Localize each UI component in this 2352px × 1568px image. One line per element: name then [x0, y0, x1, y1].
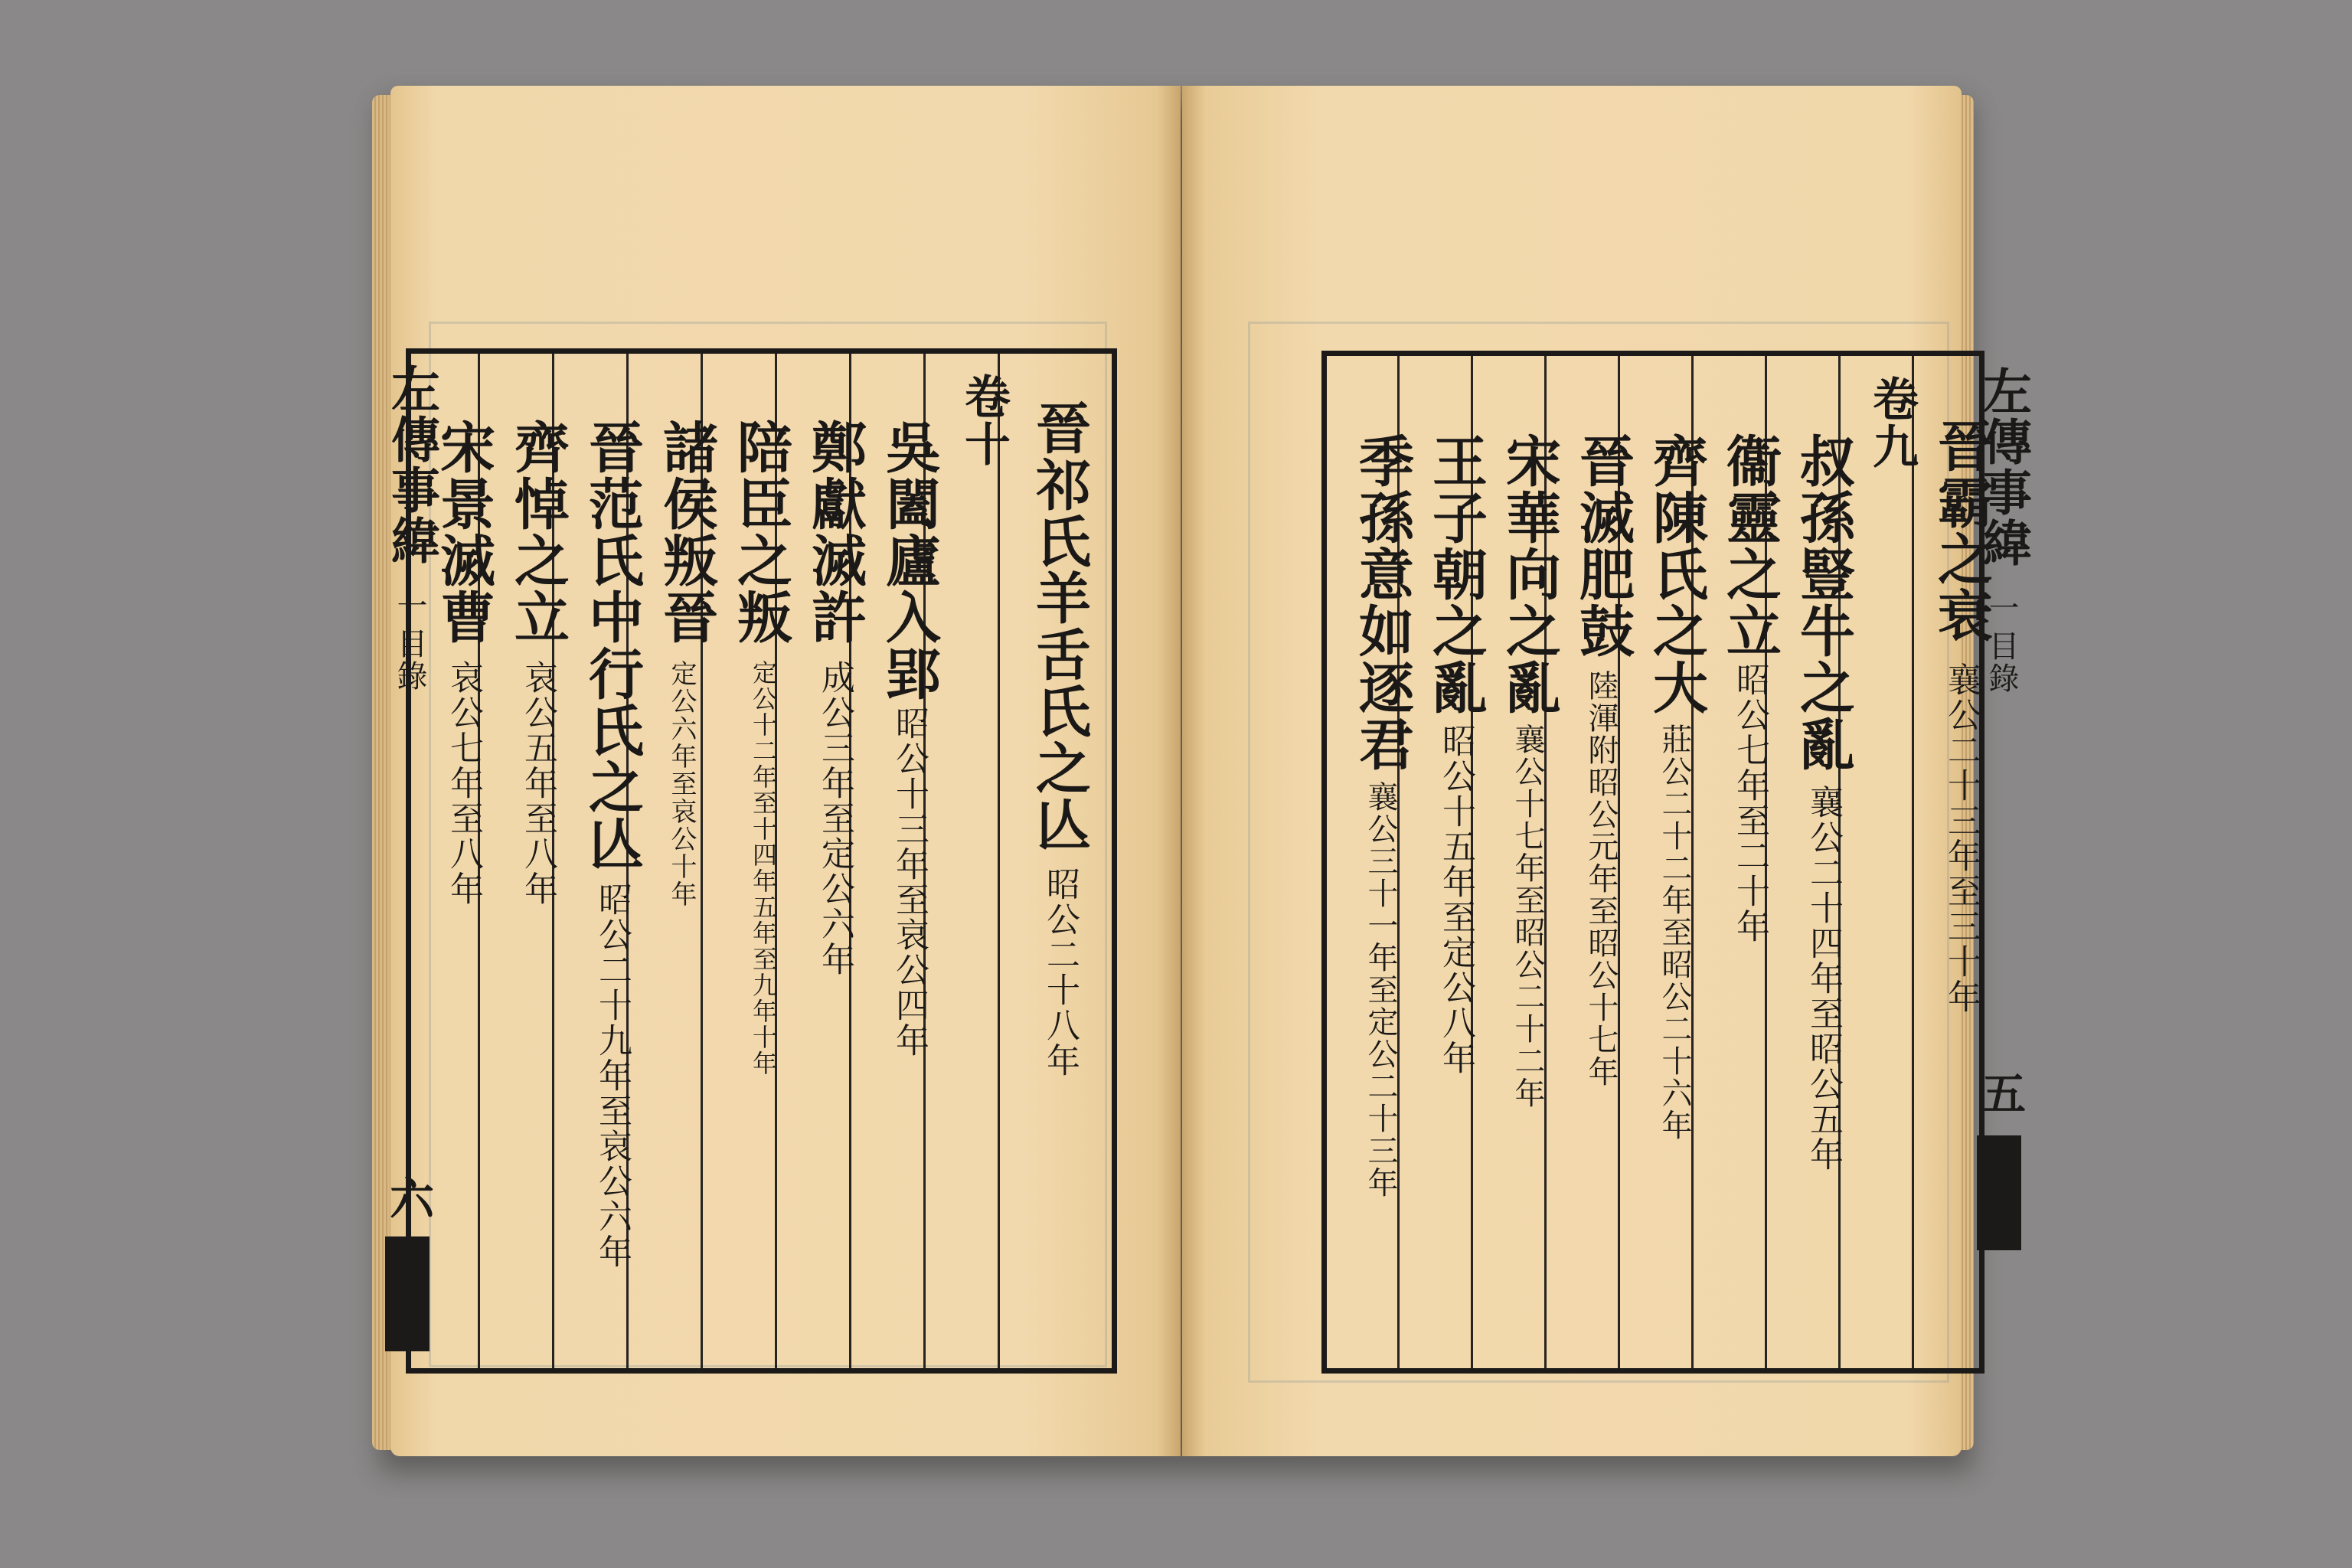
entry-note: 襄公二十四年至昭公五年 [1804, 785, 1843, 1172]
entry-title: 衞靈之立 [1717, 433, 1782, 659]
entry-title: 鄭獻滅許 [802, 419, 867, 645]
entry-note: 定公十二年至十四年五年至九年十年 [749, 660, 778, 1076]
entry-title: 宋華向之亂 [1497, 433, 1562, 716]
entry-note: 昭公七年至二十年 [1730, 662, 1769, 944]
entry-note: 昭公二十九年至哀公六年 [593, 882, 632, 1269]
entry-title: 晉范氏中行氏之亾 [580, 419, 645, 872]
column-rule [1912, 356, 1914, 1368]
heart-juan: 一 [1984, 592, 2019, 624]
entry-title: 晉祁氏羊舌氏之亾 [1027, 400, 1092, 853]
column-rule [998, 354, 1000, 1368]
fishtail-block [1977, 1135, 2021, 1250]
heart-title: 左傳事緯 [1975, 366, 2032, 568]
entry-title: 叔孫豎牛之亂 [1791, 433, 1856, 773]
entry-note: 襄公十七年至昭公二十二年 [1510, 724, 1545, 1109]
heart-title: 左傳事緯 [383, 364, 440, 566]
entry-note: 莊公二十二年至昭公二十六年 [1657, 724, 1692, 1142]
entry-note: 哀公五年至八年 [518, 660, 557, 906]
entry-note: 昭公十五年至定公八年 [1436, 724, 1475, 1076]
heart-page-number: 六 [382, 1175, 434, 1221]
heart-juan: 一 [392, 590, 427, 622]
entry-title: 吳闔廬入郢 [877, 419, 942, 702]
entry-title: 齊陳氏之大 [1644, 433, 1709, 716]
entry-title: 宋景滅曹 [431, 419, 496, 645]
heart-page-number: 五 [1974, 1070, 2026, 1116]
entry-note: 昭公十三年至哀公四年 [890, 706, 929, 1058]
entry-title: 陪臣之叛 [728, 419, 793, 645]
entry-title: 齊悼之立 [505, 419, 570, 645]
entry-title: 季孫意如逐君 [1350, 433, 1415, 773]
left-text-frame [406, 348, 1117, 1374]
entry-note: 襄公二十三年至三十年 [1942, 662, 1981, 1014]
entry-note: 陸渾附昭公元年至昭公十七年 [1583, 670, 1619, 1088]
heart-section: 目錄 [1984, 630, 2019, 694]
entry-title: 晉霸之衰 [1929, 417, 1994, 644]
juan-heading: 卷十 [957, 373, 1011, 468]
entry-note: 昭公二十八年 [1040, 867, 1080, 1078]
right-book-heart [1974, 351, 2032, 1365]
entry-title: 晉滅肥鼓 [1570, 433, 1635, 659]
entry-title: 諸侯叛晉 [654, 419, 719, 645]
juan-heading: 卷九 [1865, 375, 1919, 470]
right-text-frame [1321, 351, 1994, 1374]
entry-note: 襄公三十一年至定公二十三年 [1363, 781, 1398, 1199]
entry-title: 王子朝之亂 [1423, 433, 1488, 716]
entry-note: 定公六年至哀公十年 [666, 660, 697, 908]
entry-note: 成公三年至定公六年 [815, 660, 854, 977]
heart-section: 目錄 [392, 628, 427, 692]
entry-note: 哀公七年至八年 [444, 660, 483, 906]
